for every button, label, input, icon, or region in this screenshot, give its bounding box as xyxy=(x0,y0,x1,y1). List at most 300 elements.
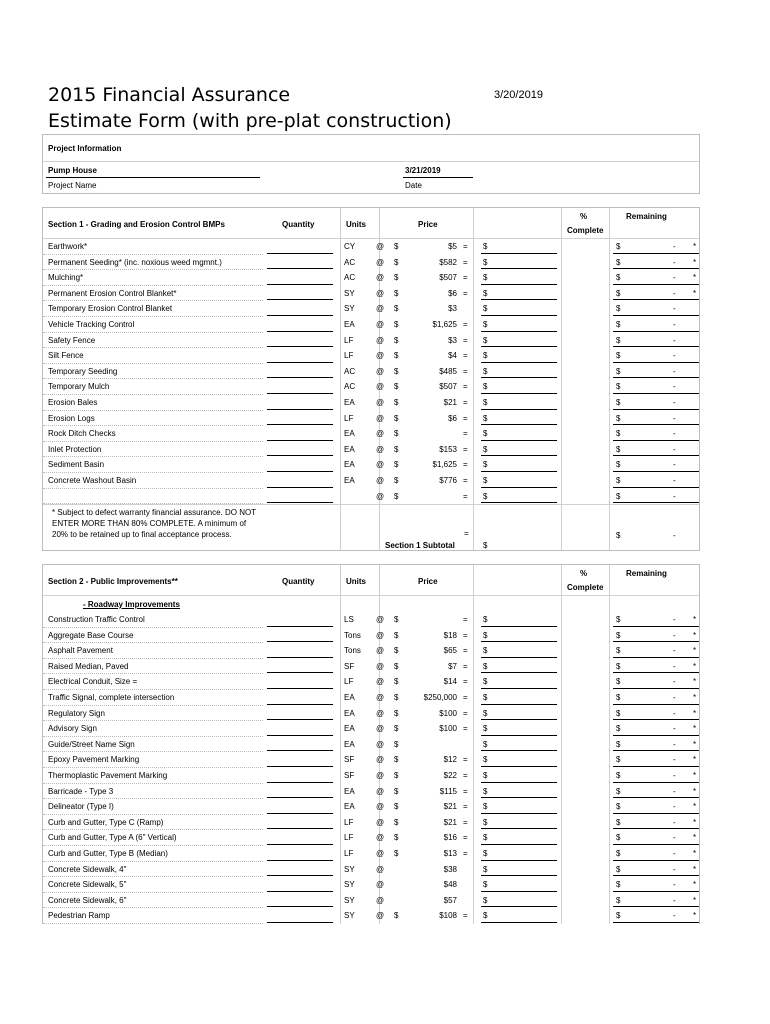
price-currency: $ xyxy=(394,708,399,718)
at-symbol: @ xyxy=(376,491,385,501)
unit-label: LF xyxy=(344,413,354,423)
remaining-value: - xyxy=(673,335,676,345)
at-symbol: @ xyxy=(376,771,385,780)
at-symbol: @ xyxy=(376,661,385,671)
at-symbol: @ xyxy=(376,911,385,921)
price-currency: $ xyxy=(394,257,399,267)
equals-sign: = xyxy=(463,335,468,345)
unit-label: SY xyxy=(344,864,355,874)
at-symbol: @ xyxy=(376,444,385,454)
item-label: Erosion Bales xyxy=(48,398,98,407)
at-symbol: @ xyxy=(376,320,385,329)
item-label: Construction Traffic Control xyxy=(48,615,145,624)
remaining-currency: $ xyxy=(616,880,621,890)
percent-complete-field[interactable] xyxy=(563,769,607,783)
unit-price: $22 xyxy=(443,771,457,780)
subtotal-currency: $ xyxy=(483,476,488,485)
price-currency: $ xyxy=(394,398,399,407)
percent-complete-field[interactable] xyxy=(563,878,607,892)
percent-complete-field[interactable] xyxy=(563,271,607,285)
remaining-currency: $ xyxy=(616,864,621,874)
unit-price: $100 xyxy=(439,724,457,734)
percent-complete-field[interactable] xyxy=(563,863,607,877)
at-symbol: @ xyxy=(376,335,385,345)
quantity-field[interactable] xyxy=(267,424,333,425)
remaining-field xyxy=(613,331,699,332)
price-currency: $ xyxy=(394,802,399,812)
equals-sign: = xyxy=(463,646,468,656)
quantity-field[interactable] xyxy=(267,813,333,814)
at-symbol: @ xyxy=(376,615,385,624)
percent-complete-field[interactable] xyxy=(563,894,607,908)
at-symbol: @ xyxy=(376,366,385,376)
subtotal-currency: $ xyxy=(483,615,488,624)
at-symbol: @ xyxy=(376,646,385,656)
quantity-field[interactable] xyxy=(267,704,333,705)
remaining-value: - xyxy=(673,615,676,624)
subtotal-field xyxy=(481,906,557,907)
price-currency: $ xyxy=(394,304,399,314)
percent-complete-field[interactable] xyxy=(563,334,607,348)
quantity-field[interactable] xyxy=(267,641,333,642)
equals-sign: = xyxy=(463,413,468,423)
warranty-star: * xyxy=(693,630,697,640)
at-symbol: @ xyxy=(376,257,385,267)
table-row xyxy=(43,364,699,380)
quantity-field[interactable] xyxy=(267,626,333,627)
project-info-box xyxy=(42,134,700,194)
table-row xyxy=(43,768,699,784)
section2-col-units: Units xyxy=(346,577,366,586)
remaining-currency: $ xyxy=(616,724,621,734)
quantity-field[interactable] xyxy=(267,346,333,347)
quantity-field[interactable] xyxy=(267,284,333,285)
remaining-value: - xyxy=(673,398,676,407)
unit-label: LF xyxy=(344,677,354,687)
percent-complete-field[interactable] xyxy=(563,256,607,270)
remaining-value: - xyxy=(673,320,676,329)
section2-title: Section 2 - Public Improvements** xyxy=(48,577,178,586)
subtotal-field xyxy=(481,750,557,751)
warranty-star: * xyxy=(693,802,697,812)
subtotal-currency: $ xyxy=(483,911,488,921)
percent-complete-field[interactable] xyxy=(563,847,607,861)
table-row xyxy=(43,908,699,924)
table-row xyxy=(43,426,699,442)
warranty-star: * xyxy=(693,849,697,858)
quantity-field[interactable] xyxy=(267,299,333,300)
remaining-field xyxy=(613,268,699,269)
item-label: Vehicle Tracking Control xyxy=(48,320,135,329)
remaining-field xyxy=(613,782,699,783)
subtotal-field xyxy=(481,253,557,254)
unit-label: SY xyxy=(344,895,355,905)
unit-label: LF xyxy=(344,833,354,843)
subtotal-currency: $ xyxy=(483,630,488,640)
equals-sign: = xyxy=(463,693,468,702)
price-currency: $ xyxy=(394,320,399,329)
quantity-field[interactable] xyxy=(267,906,333,907)
remaining-currency: $ xyxy=(616,366,621,376)
percent-complete-field[interactable] xyxy=(563,909,607,923)
at-symbol: @ xyxy=(376,351,385,361)
percent-complete-field[interactable] xyxy=(563,396,607,410)
table-row xyxy=(43,612,699,628)
price-currency: $ xyxy=(394,817,399,827)
subtotal-currency: $ xyxy=(483,413,488,423)
subtotal-field xyxy=(481,487,557,488)
quantity-field[interactable] xyxy=(267,455,333,456)
quantity-field[interactable] xyxy=(267,672,333,673)
remaining-value: - xyxy=(673,257,676,267)
quantity-field[interactable] xyxy=(267,719,333,720)
quantity-field[interactable] xyxy=(267,362,333,363)
quantity-field[interactable] xyxy=(267,828,333,829)
remaining-value: - xyxy=(673,786,676,796)
percent-complete-field[interactable] xyxy=(563,287,607,301)
item-label: Electrical Conduit, Size = xyxy=(48,677,138,687)
warranty-star: * xyxy=(693,693,697,702)
quantity-field[interactable] xyxy=(267,393,333,394)
subtotal-field xyxy=(481,813,557,814)
remaining-field xyxy=(613,891,699,892)
subtotal-field xyxy=(481,766,557,767)
unit-price: $57 xyxy=(443,895,457,905)
item-label: Raised Median, Paved xyxy=(48,661,129,671)
remaining-field xyxy=(613,487,699,488)
unit-label: AC xyxy=(344,366,356,376)
percent-complete-field[interactable] xyxy=(563,816,607,830)
warranty-star: * xyxy=(693,739,697,749)
remaining-field xyxy=(613,362,699,363)
remaining-currency: $ xyxy=(616,351,621,361)
equals-sign: = xyxy=(463,273,468,283)
item-label: Rock Ditch Checks xyxy=(48,429,116,439)
item-label: Permanent Erosion Control Blanket* xyxy=(48,288,177,298)
remaining-currency: $ xyxy=(616,802,621,812)
remaining-field xyxy=(613,906,699,907)
quantity-field[interactable] xyxy=(267,750,333,751)
project-date-value[interactable]: 3/21/2019 xyxy=(405,166,441,175)
quantity-field[interactable] xyxy=(267,377,333,378)
percent-complete-field[interactable] xyxy=(563,831,607,845)
remaining-field xyxy=(613,641,699,642)
at-symbol: @ xyxy=(376,382,385,392)
item-label: Erosion Logs xyxy=(48,413,95,423)
remaining-field xyxy=(613,672,699,673)
unit-price: $1,625 xyxy=(432,320,457,329)
equals-sign: = xyxy=(463,242,468,251)
unit-price: $7 xyxy=(448,661,457,671)
price-currency: $ xyxy=(394,366,399,376)
at-symbol: @ xyxy=(376,288,385,298)
unit-price: $115 xyxy=(439,786,457,796)
percent-complete-field[interactable] xyxy=(563,613,607,627)
item-label: Silt Fence xyxy=(48,351,84,361)
remaining-value: - xyxy=(673,366,676,376)
equals-sign: = xyxy=(463,257,468,267)
subtotal-currency: $ xyxy=(483,429,488,439)
subtotal-currency: $ xyxy=(483,273,488,283)
subtotal-currency: $ xyxy=(483,491,488,501)
quantity-field[interactable] xyxy=(267,922,333,923)
unit-price: $485 xyxy=(439,366,457,376)
section1-col-pct: % xyxy=(580,212,588,221)
percent-complete-field[interactable] xyxy=(563,490,607,504)
table-row xyxy=(43,473,699,489)
subtotal-field xyxy=(481,377,557,378)
quantity-field[interactable] xyxy=(267,471,333,472)
section1-subtotal-remaining-currency: $ xyxy=(616,531,621,540)
percent-complete-field[interactable] xyxy=(563,380,607,394)
remaining-field xyxy=(613,719,699,720)
remaining-field xyxy=(613,284,699,285)
equals-sign: = xyxy=(463,320,468,329)
quantity-field[interactable] xyxy=(267,657,333,658)
section1-col-quantity: Quantity xyxy=(282,220,315,229)
table-row xyxy=(43,379,699,395)
subtotal-field xyxy=(481,922,557,923)
unit-price: $14 xyxy=(443,677,457,687)
percent-complete-field[interactable] xyxy=(563,474,607,488)
section1-col-complete: Complete xyxy=(567,226,604,235)
percent-complete-field[interactable] xyxy=(563,318,607,332)
equals-sign: = xyxy=(463,661,468,671)
percent-complete-field[interactable] xyxy=(563,458,607,472)
remaining-value: - xyxy=(673,429,676,439)
quantity-field[interactable] xyxy=(267,440,333,441)
percent-complete-field[interactable] xyxy=(563,753,607,767)
price-currency: $ xyxy=(394,693,399,702)
section2-col-pct: % xyxy=(580,569,588,578)
remaining-currency: $ xyxy=(616,911,621,921)
percent-complete-field[interactable] xyxy=(563,660,607,674)
unit-label: AC xyxy=(344,273,356,283)
remaining-currency: $ xyxy=(616,708,621,718)
percent-complete-field[interactable] xyxy=(563,240,607,254)
warranty-star: * xyxy=(693,724,697,734)
equals-sign: = xyxy=(463,677,468,687)
item-label: Epoxy Pavement Marking xyxy=(48,755,140,765)
price-currency: $ xyxy=(394,786,399,796)
project-date-label: Date xyxy=(405,181,422,190)
remaining-field xyxy=(613,455,699,456)
section2-col-quantity: Quantity xyxy=(282,577,315,586)
subtotal-currency: $ xyxy=(483,724,488,734)
equals-sign: = xyxy=(463,366,468,376)
section1-subtotal-currency: $ xyxy=(483,541,488,550)
subtotal-field xyxy=(481,735,557,736)
item-label: Temporary Mulch xyxy=(48,382,110,392)
quantity-field[interactable] xyxy=(267,797,333,798)
price-currency: $ xyxy=(394,413,399,423)
quantity-field[interactable] xyxy=(267,766,333,767)
remaining-currency: $ xyxy=(616,615,621,624)
unit-label: EA xyxy=(344,802,355,812)
quantity-field[interactable] xyxy=(267,487,333,488)
section1-table xyxy=(42,207,700,551)
table-row xyxy=(43,659,699,675)
unit-label: SY xyxy=(344,304,355,314)
unit-label: EA xyxy=(344,444,355,454)
equals-sign: = xyxy=(463,429,468,439)
subtotal-field xyxy=(481,688,557,689)
quantity-field[interactable] xyxy=(267,688,333,689)
subtotal-field xyxy=(481,797,557,798)
subtotal-currency: $ xyxy=(483,708,488,718)
percent-complete-field[interactable] xyxy=(563,675,607,689)
subtotal-currency: $ xyxy=(483,257,488,267)
project-name-value[interactable]: Pump House xyxy=(48,166,97,175)
quantity-field[interactable] xyxy=(267,735,333,736)
percent-complete-field[interactable] xyxy=(563,349,607,363)
warranty-star: * xyxy=(693,786,697,796)
warranty-star: * xyxy=(693,895,697,905)
unit-label: LF xyxy=(344,335,354,345)
subtotal-currency: $ xyxy=(483,304,488,314)
equals-sign: = xyxy=(463,382,468,392)
at-symbol: @ xyxy=(376,677,385,687)
quantity-field[interactable] xyxy=(267,331,333,332)
percent-complete-field[interactable] xyxy=(563,785,607,799)
table-row xyxy=(43,395,699,411)
at-symbol: @ xyxy=(376,630,385,640)
percent-complete-field[interactable] xyxy=(563,302,607,316)
warranty-star: * xyxy=(693,242,697,251)
price-currency: $ xyxy=(394,724,399,734)
unit-label: SY xyxy=(344,288,355,298)
item-label: Mulching* xyxy=(48,273,84,283)
subtotal-field xyxy=(481,393,557,394)
percent-complete-field[interactable] xyxy=(563,365,607,379)
quantity-field[interactable] xyxy=(267,782,333,783)
at-symbol: @ xyxy=(376,817,385,827)
warranty-star: * xyxy=(693,646,697,656)
item-label: Asphalt Pavement xyxy=(48,646,113,656)
remaining-currency: $ xyxy=(616,833,621,843)
quantity-field[interactable] xyxy=(267,315,333,316)
price-currency: $ xyxy=(394,849,399,858)
remaining-currency: $ xyxy=(616,273,621,283)
warranty-star: * xyxy=(693,864,697,874)
form-title-line2: Estimate Form (with pre-plat construction) xyxy=(48,110,452,132)
unit-price: $13 xyxy=(443,849,457,858)
remaining-currency: $ xyxy=(616,849,621,858)
percent-complete-field[interactable] xyxy=(563,412,607,426)
quantity-field[interactable] xyxy=(267,253,333,254)
section2-subheading: - Roadway Improvements xyxy=(83,600,180,609)
table-row xyxy=(43,457,699,473)
remaining-field xyxy=(613,844,699,845)
remaining-value: - xyxy=(673,833,676,843)
remaining-field xyxy=(613,346,699,347)
subtotal-field xyxy=(481,284,557,285)
equals-sign: = xyxy=(463,771,468,780)
percent-complete-field[interactable] xyxy=(563,707,607,721)
percent-complete-field[interactable] xyxy=(563,800,607,814)
remaining-field xyxy=(613,424,699,425)
percent-complete-field[interactable] xyxy=(563,691,607,705)
table-row xyxy=(43,815,699,831)
remaining-value: - xyxy=(673,630,676,640)
subtotal-currency: $ xyxy=(483,382,488,392)
unit-label: LS xyxy=(344,615,354,624)
remaining-value: - xyxy=(673,724,676,734)
subtotal-currency: $ xyxy=(483,849,488,858)
remaining-field xyxy=(613,875,699,876)
quantity-field[interactable] xyxy=(267,268,333,269)
quantity-field[interactable] xyxy=(267,860,333,861)
project-name-label: Project Name xyxy=(48,181,97,190)
subtotal-field xyxy=(481,860,557,861)
subtotal-field xyxy=(481,782,557,783)
percent-complete-field[interactable] xyxy=(563,738,607,752)
table-row xyxy=(43,877,699,893)
remaining-currency: $ xyxy=(616,444,621,454)
subtotal-field xyxy=(481,331,557,332)
remaining-currency: $ xyxy=(616,242,621,251)
subtotal-field xyxy=(481,315,557,316)
percent-complete-field[interactable] xyxy=(563,629,607,643)
table-row xyxy=(43,862,699,878)
remaining-field xyxy=(613,253,699,254)
remaining-currency: $ xyxy=(616,491,621,501)
at-symbol: @ xyxy=(376,755,385,765)
unit-label: EA xyxy=(344,476,355,485)
table-row xyxy=(43,628,699,644)
subtotal-currency: $ xyxy=(483,895,488,905)
quantity-field[interactable] xyxy=(267,875,333,876)
remaining-currency: $ xyxy=(616,429,621,439)
equals-sign: = xyxy=(463,911,468,921)
subtotal-field xyxy=(481,828,557,829)
equals-sign: = xyxy=(463,849,468,858)
remaining-value: - xyxy=(673,661,676,671)
percent-complete-field[interactable] xyxy=(563,427,607,441)
at-symbol: @ xyxy=(376,849,385,858)
remaining-value: - xyxy=(673,273,676,283)
equals-sign: = xyxy=(463,630,468,640)
section2-table xyxy=(42,564,700,924)
remaining-value: - xyxy=(673,755,676,765)
unit-label: EA xyxy=(344,429,355,439)
item-label: Traffic Signal, complete intersection xyxy=(48,693,175,702)
table-row xyxy=(43,784,699,800)
unit-label: LF xyxy=(344,817,354,827)
warranty-star: * xyxy=(693,273,697,283)
quantity-field[interactable] xyxy=(267,844,333,845)
at-symbol: @ xyxy=(376,739,385,749)
percent-complete-field[interactable] xyxy=(563,443,607,457)
unit-price: $3 xyxy=(448,304,457,314)
remaining-value: - xyxy=(673,491,676,501)
item-label: Pedestrian Ramp xyxy=(48,911,110,921)
item-label: Guide/Street Name Sign xyxy=(48,739,135,749)
quantity-field[interactable] xyxy=(267,891,333,892)
at-symbol: @ xyxy=(376,895,385,905)
subtotal-currency: $ xyxy=(483,693,488,702)
remaining-value: - xyxy=(673,880,676,890)
unit-label: EA xyxy=(344,460,355,470)
unit-price: $5 xyxy=(448,242,457,251)
percent-complete-field[interactable] xyxy=(563,722,607,736)
percent-complete-field[interactable] xyxy=(563,644,607,658)
price-currency: $ xyxy=(394,476,399,485)
quantity-field[interactable] xyxy=(267,409,333,410)
warranty-star: * xyxy=(693,771,697,780)
warranty-star: * xyxy=(693,880,697,890)
remaining-value: - xyxy=(673,849,676,858)
